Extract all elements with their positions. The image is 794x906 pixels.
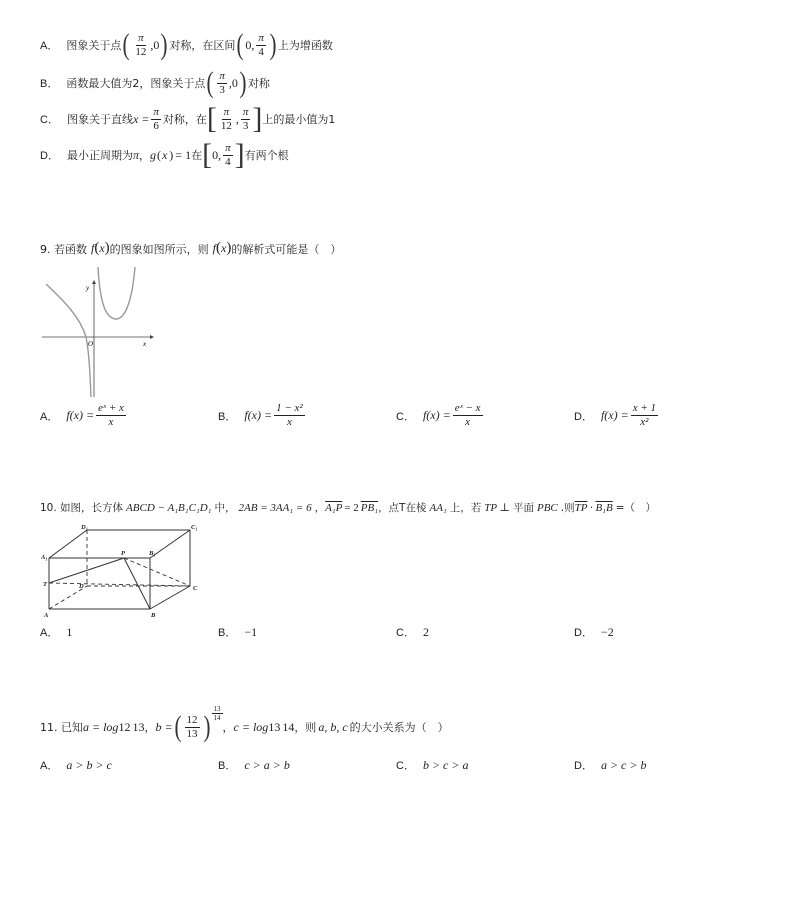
option-value: −2: [600, 624, 614, 639]
fraction: $\frac{\pi}{4}$: [225, 141, 231, 168]
text: 函数最大值为2，图象关于点: [66, 77, 206, 90]
text: 图象关于点: [66, 39, 122, 52]
y-axis-label: y: [86, 284, 90, 292]
text: 的解析式可能是（ ）: [231, 242, 342, 256]
math: f(x) =: [600, 408, 629, 422]
paren: (: [236, 28, 244, 61]
fraction: $\frac{\text{eˣ + x}}{x}$: [98, 402, 124, 428]
paren: (: [174, 710, 182, 743]
option-label: A．: [40, 760, 59, 772]
q8-option-d: D． 最小正周期为 π ， g ( x ) = 1 在 [ 0, $\frac{\pi}{4}$ ] 有两个根: [40, 138, 289, 171]
fraction: $\frac{\pi}{3}$: [219, 69, 225, 96]
paren: ): [269, 28, 277, 61]
q10-option-d: [574, 624, 614, 640]
text: 上的最小值为1: [262, 113, 336, 126]
option-value: b > c > a: [422, 757, 469, 772]
vector: B₁B: [595, 501, 613, 514]
math: ,0: [228, 75, 238, 90]
q11-stem: [40, 704, 449, 743]
label-b: B: [151, 612, 156, 619]
option-label: B．: [218, 760, 237, 772]
fraction: $\frac{\pi}{3}$: [242, 105, 249, 132]
left-branch: [46, 284, 94, 397]
q8-option-a: [40, 30, 333, 60]
math: x =: [132, 111, 150, 126]
text: ，则: [294, 721, 317, 734]
math: PBC: [536, 501, 558, 514]
text: 有两个根: [244, 149, 289, 162]
q9-option-c: [396, 402, 485, 429]
cuboid-figure: [40, 520, 210, 620]
y-axis-arrow: [92, 280, 96, 284]
label-c: C: [193, 585, 198, 592]
option-value: a > c > b: [600, 757, 647, 772]
option-label: C．: [396, 410, 415, 423]
q9-option-b: [218, 402, 307, 429]
math: ·: [589, 500, 594, 514]
option-label: D．: [40, 150, 59, 162]
fraction: $\frac{\text{1 − x²}}{x}$: [276, 402, 303, 428]
math: a, b, c: [318, 719, 348, 734]
text: ，点T在棱: [378, 502, 427, 514]
option-label: C．: [40, 114, 59, 126]
segment-tp: [49, 558, 124, 583]
math: TP ⊥: [484, 502, 510, 514]
option-label: D．: [574, 410, 593, 423]
text: 平面: [512, 502, 534, 514]
q11-option-c: [396, 757, 468, 773]
vector: $\overline{TP}$: [574, 501, 588, 514]
option-label: A．: [40, 40, 59, 52]
segment-pb: [124, 558, 150, 609]
text: .则: [560, 502, 575, 514]
text: 的图象如图所示，则: [109, 242, 209, 256]
math: f(x) =: [244, 408, 273, 422]
segment-pc: [124, 558, 190, 586]
origin-label: O: [88, 340, 94, 348]
math: g: [149, 147, 156, 162]
text: 上为增函数: [277, 39, 333, 52]
label-p: P: [121, 550, 125, 557]
q11-option-d: [574, 757, 646, 773]
x-axis-label: x: [143, 340, 147, 348]
text: ，: [222, 721, 234, 734]
text: ，: [144, 721, 156, 734]
bracket: ]: [234, 138, 245, 171]
label-c1: C₁: [191, 524, 198, 531]
edge-a1d1: [49, 530, 87, 558]
option-label: C．: [396, 627, 415, 639]
math: b =: [155, 719, 173, 734]
math: ,: [235, 111, 239, 126]
q11-option-a: [40, 757, 112, 773]
option-label: B．: [218, 627, 237, 639]
math: c = log: [233, 719, 269, 734]
q9-option-d: [574, 402, 660, 429]
option-label: B．: [40, 78, 59, 90]
option-label: D．: [574, 760, 593, 772]
fraction: $\frac{\pi}{12}$: [135, 31, 147, 58]
math: f(x) =: [66, 408, 95, 422]
math: a = log: [83, 719, 119, 734]
exponent-fraction: $\frac{13}{14}$: [213, 704, 221, 722]
paren: ): [239, 66, 247, 99]
text: 中，: [214, 502, 236, 514]
fraction: $\frac{\pi}{12}$: [220, 105, 232, 132]
label-d: D: [79, 583, 84, 590]
option-label: A．: [40, 627, 59, 639]
bracket: [: [202, 138, 213, 171]
option-label: D．: [574, 627, 593, 639]
math: f: [212, 241, 217, 255]
text: 最小正周期为: [66, 149, 133, 162]
text: 11. 已知: [40, 721, 83, 734]
paren: ): [203, 710, 211, 743]
label-b1: B₁: [149, 550, 156, 557]
math: 14: [282, 719, 295, 734]
paren: ): [160, 28, 168, 61]
option-value: −1: [244, 624, 258, 639]
math: ABCD − A₁B₁C₁D₁: [126, 501, 212, 514]
math: 12: [118, 719, 131, 734]
label-a1: A₁: [41, 554, 48, 561]
x-axis-arrow: [150, 335, 154, 339]
text: 在: [191, 149, 203, 162]
text: 对称: [247, 77, 270, 90]
fraction: $\frac{12}{13}$: [186, 713, 198, 740]
label-t: T: [43, 581, 47, 588]
q9-option-a: [40, 402, 128, 429]
right-branch: [98, 267, 135, 319]
math: ,0: [150, 37, 160, 52]
text: =（ ）: [615, 502, 657, 514]
q8-option-c: [40, 104, 335, 134]
math: 13: [268, 719, 281, 734]
math: AA₁: [429, 501, 447, 514]
text: ，: [314, 502, 326, 514]
math: π: [132, 147, 139, 162]
function-graph: [40, 262, 155, 402]
math: 13: [132, 719, 145, 734]
option-label: A．: [40, 410, 59, 423]
fraction: $\frac{\pi}{6}$: [153, 105, 159, 132]
math: x: [161, 147, 168, 162]
edge-bc: [150, 586, 190, 609]
math: f(x) =: [422, 408, 451, 422]
q10-option-a: [40, 624, 72, 640]
option-value: 1: [66, 624, 73, 639]
label-d1: D₁: [81, 524, 88, 531]
segment-tc: [49, 583, 190, 586]
text: 10. 如图，长方体: [40, 502, 124, 514]
q8-option-b: [40, 68, 270, 98]
option-label: B．: [218, 410, 237, 423]
text: 9. 若函数: [40, 242, 87, 256]
bracket: ]: [252, 102, 263, 135]
option-value: 2: [422, 624, 429, 639]
option-value: c > a > b: [244, 757, 290, 772]
text: 对称，在: [162, 113, 207, 126]
text: 对称，在区间: [169, 39, 236, 52]
fraction: $\frac{\text{eˣ − x}}{x}$: [454, 402, 481, 428]
math: x: [221, 241, 227, 255]
paren: (: [206, 66, 214, 99]
fraction: $\frac{x + 1}{\text{x²}}$: [632, 402, 657, 428]
edge-b1c1: [150, 530, 190, 558]
q10-option-c: [396, 624, 429, 640]
text: 上，若: [449, 502, 482, 514]
text: ，: [138, 149, 150, 162]
fraction: $\frac{\pi}{4}$: [258, 31, 264, 58]
vector: PB₁: [360, 501, 379, 514]
math: 0,: [245, 37, 255, 52]
paren: (: [122, 28, 130, 61]
math: f: [91, 241, 95, 255]
math: = 2: [344, 501, 359, 514]
bracket: [: [206, 102, 217, 135]
option-value: a > b > c: [66, 757, 112, 772]
math: x: [99, 241, 105, 255]
text: 的大小关系为（ ）: [349, 721, 449, 734]
math: 0,: [212, 147, 222, 162]
option-label: C．: [396, 760, 415, 772]
text: 图象关于直线: [66, 113, 133, 126]
q10-stem: [40, 500, 656, 515]
vector: A₁P: [325, 501, 343, 514]
label-a: A: [44, 612, 49, 619]
math: = 1: [175, 147, 192, 162]
q10-option-b: [218, 624, 257, 640]
q9-stem: 9. 若函数 f ( x ) 的图象如图所示，则 f ( x ) 的解析式可能是（ ）: [40, 240, 342, 256]
q11-option-b: [218, 757, 290, 773]
math: 2AB = 3AA₁ = 6: [238, 501, 312, 514]
